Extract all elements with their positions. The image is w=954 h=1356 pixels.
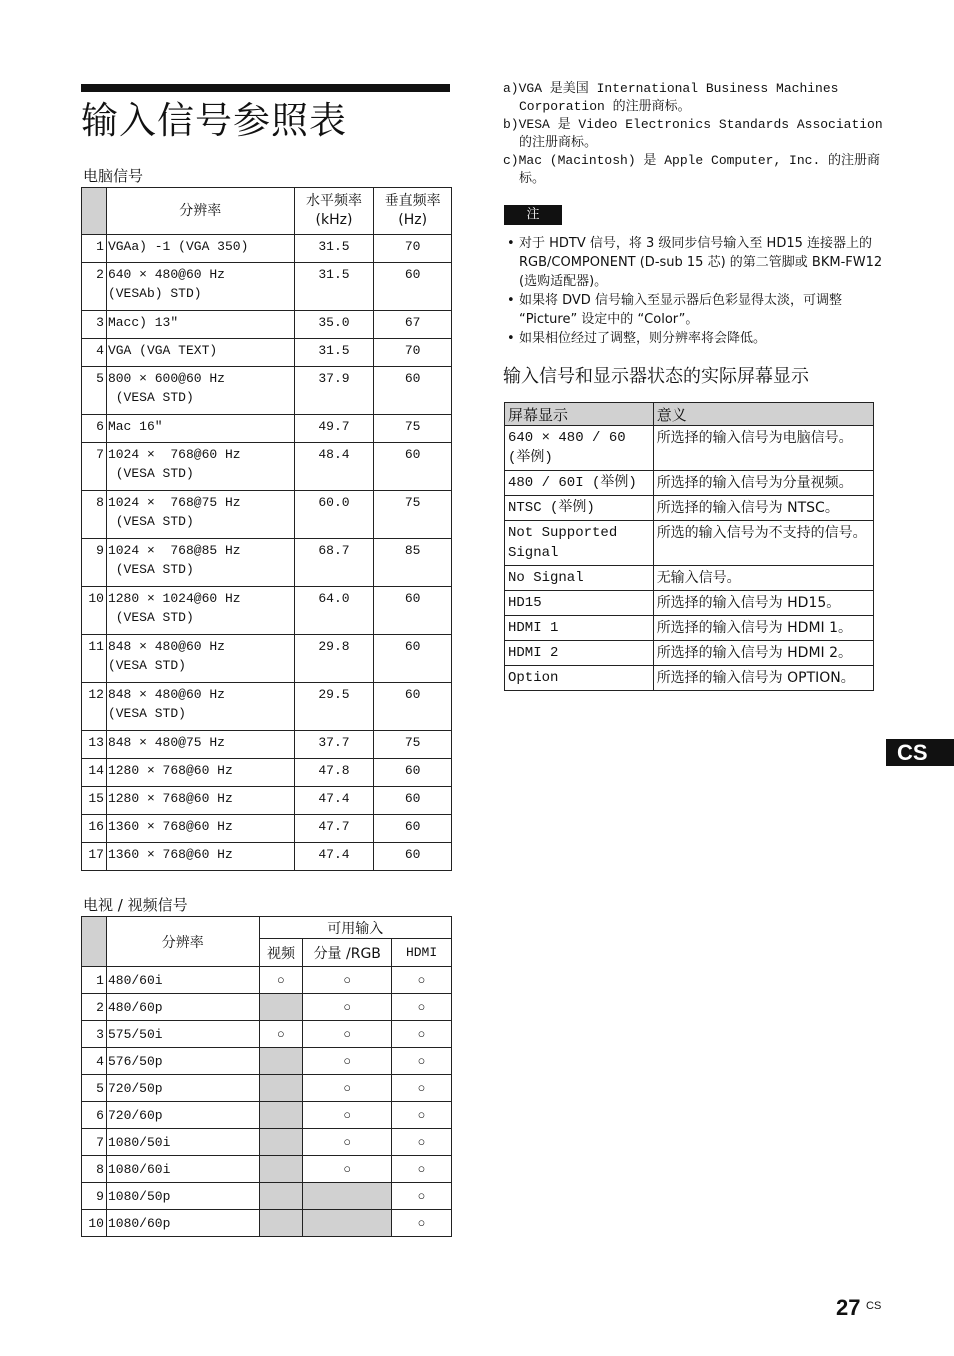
available-mark: ○ — [392, 967, 452, 994]
table-row — [82, 539, 452, 587]
language-tab: CS — [886, 739, 954, 766]
unavailable-cell — [259, 1129, 303, 1156]
column-header-meaning: 意义 — [653, 403, 873, 426]
resolution-line: (VESA STD) — [107, 610, 194, 625]
unavailable-cell — [303, 1210, 392, 1237]
meaning-cell: 所选择的输入信号为 HDMI 2。 — [653, 641, 873, 666]
display-cell: No Signal — [505, 566, 654, 591]
unavailable-cell — [259, 1075, 303, 1102]
meaning-cell: 所选择的输入信号为 NTSC。 — [653, 496, 873, 521]
table-row — [82, 815, 452, 843]
table-row — [82, 1129, 452, 1156]
column-header-resolution: 分辨率 — [106, 917, 259, 967]
v-freq-cell: 60 — [374, 815, 452, 843]
unavailable-cell — [259, 1048, 303, 1075]
unavailable-cell — [303, 1183, 392, 1210]
row-number: 1 — [82, 235, 107, 263]
row-number: 12 — [82, 683, 107, 731]
available-mark: ○ — [303, 1156, 392, 1183]
display-cell: Not Supported Signal — [505, 521, 654, 566]
resolution-cell — [106, 815, 294, 843]
column-header-hdmi: HDMI — [392, 939, 452, 967]
available-mark: ○ — [303, 994, 392, 1021]
table-row — [82, 367, 452, 415]
table-corner — [82, 188, 107, 235]
resolution-line: 1280 × 768@60 Hz — [107, 791, 233, 806]
row-number: 7 — [82, 443, 107, 491]
resolution-line: 848 × 480@60 Hz — [107, 639, 225, 654]
h-freq-cell: 37.7 — [294, 731, 374, 759]
table-row — [505, 616, 874, 641]
resolution-cell: 1080/50i — [106, 1129, 259, 1156]
h-freq-cell: 47.8 — [294, 759, 374, 787]
row-number: 7 — [82, 1129, 107, 1156]
h-freq-cell: 37.9 — [294, 367, 374, 415]
resolution-cell: 1080/50p — [106, 1183, 259, 1210]
table-row — [82, 587, 452, 635]
available-mark: ○ — [392, 1102, 452, 1129]
resolution-cell — [106, 443, 294, 491]
unavailable-cell — [259, 1183, 303, 1210]
v-freq-cell: 60 — [374, 443, 452, 491]
resolution-line: (VESA STD) — [107, 562, 194, 577]
row-number: 2 — [82, 263, 107, 311]
v-freq-cell: 70 — [374, 235, 452, 263]
resolution-line: 1280 × 1024@60 Hz — [107, 591, 241, 606]
h-freq-cell: 31.5 — [294, 263, 374, 311]
table-row — [505, 641, 874, 666]
resolution-line: 640 × 480@60 Hz — [107, 267, 225, 282]
row-number: 14 — [82, 759, 107, 787]
resolution-cell: 480/60p — [106, 994, 259, 1021]
meaning-cell: 所选择的输入信号为 HD15。 — [653, 591, 873, 616]
available-mark: ○ — [392, 994, 452, 1021]
row-number: 15 — [82, 787, 107, 815]
row-number: 1 — [82, 967, 107, 994]
table-row — [82, 1156, 452, 1183]
v-freq-cell: 75 — [374, 731, 452, 759]
table-row — [505, 591, 874, 616]
table-row — [82, 491, 452, 539]
page-number-suffix: CS — [866, 1300, 882, 1312]
v-freq-cell: 75 — [374, 491, 452, 539]
v-freq-cell: 75 — [374, 415, 452, 443]
available-mark: ○ — [259, 967, 303, 994]
table-row — [82, 235, 452, 263]
h-freq-cell: 49.7 — [294, 415, 374, 443]
h-freq-cell: 29.8 — [294, 635, 374, 683]
tv-signals-heading: 电视 / 视频信号 — [83, 896, 188, 914]
resolution-line: Macc) 13" — [107, 315, 179, 330]
list-item: • 对于 HDTV 信号，将 3 级同步信号输入至 HD15 连接器上的 RGB/COMPONENT (D-sub 15 芯) 的第二管脚或 BKM-FW12 (选购适配器)。 — [507, 236, 883, 289]
table-row — [82, 1075, 452, 1102]
row-number: 11 — [82, 635, 107, 683]
available-mark: ○ — [392, 1075, 452, 1102]
list-item: • 如果将 DVD 信号输入至显示器后色彩显得太淡，可调整 “Picture” 设定中的 “Color”。 — [507, 293, 842, 327]
h-freq-cell: 64.0 — [294, 587, 374, 635]
available-mark: ○ — [392, 1021, 452, 1048]
v-freq-cell: 85 — [374, 539, 452, 587]
resolution-line: Mac 16" — [107, 419, 163, 434]
resolution-cell — [106, 263, 294, 311]
meaning-cell: 所选择的输入信号为分量视频。 — [653, 471, 873, 496]
resolution-cell: 720/50p — [106, 1075, 259, 1102]
display-cell: HDMI 1 — [505, 616, 654, 641]
available-mark: ○ — [303, 1102, 392, 1129]
resolution-cell — [106, 235, 294, 263]
table-row — [82, 843, 452, 871]
row-number: 2 — [82, 994, 107, 1021]
resolution-cell: 480/60i — [106, 967, 259, 994]
note-list — [503, 234, 883, 348]
meaning-cell: 所选择的输入信号为 HDMI 1。 — [653, 616, 873, 641]
table-row — [505, 666, 874, 691]
meaning-cell: 所选择的输入信号为 OPTION。 — [653, 666, 873, 691]
h-freq-cell: 29.5 — [294, 683, 374, 731]
meaning-cell: 所选的输入信号为不支持的信号。 — [653, 521, 873, 566]
table-corner — [82, 917, 107, 967]
table-row — [82, 1183, 452, 1210]
table-row — [505, 521, 874, 566]
table-row — [82, 1021, 452, 1048]
resolution-line: 1360 × 768@60 Hz — [107, 847, 233, 862]
h-freq-cell: 60.0 — [294, 491, 374, 539]
resolution-cell: 575/50i — [106, 1021, 259, 1048]
v-freq-cell: 60 — [374, 587, 452, 635]
resolution-cell — [106, 491, 294, 539]
row-number: 9 — [82, 539, 107, 587]
resolution-line: (VESAb) STD) — [107, 286, 202, 301]
resolution-line: 1024 × 768@60 Hz — [107, 447, 241, 462]
h-freq-cell: 47.4 — [294, 787, 374, 815]
pc-signal-table — [81, 187, 452, 871]
v-freq-cell: 60 — [374, 367, 452, 415]
table-row — [82, 1048, 452, 1075]
resolution-line: VGAa) -1 (VGA 350) — [107, 239, 249, 254]
row-number: 13 — [82, 731, 107, 759]
resolution-line: (VESA STD) — [107, 466, 194, 481]
display-cell: HDMI 2 — [505, 641, 654, 666]
available-mark: ○ — [392, 1048, 452, 1075]
table-row — [82, 311, 452, 339]
resolution-cell: 1080/60p — [106, 1210, 259, 1237]
resolution-line: (VESA STD) — [107, 706, 186, 721]
h-freq-cell: 47.7 — [294, 815, 374, 843]
tv-signal-table — [81, 916, 452, 1237]
table-row — [82, 967, 452, 994]
v-freq-cell: 60 — [374, 263, 452, 311]
meaning-cell: 所选择的输入信号为电脑信号。 — [653, 426, 873, 471]
table-row — [82, 263, 452, 311]
resolution-line: 1024 × 768@75 Hz — [107, 495, 241, 510]
row-number: 6 — [82, 415, 107, 443]
column-header-display: 屏幕显示 — [505, 403, 654, 426]
v-freq-cell: 70 — [374, 339, 452, 367]
display-cell: NTSC (举例) — [505, 496, 654, 521]
meaning-cell: 无输入信号。 — [653, 566, 873, 591]
v-freq-cell: 60 — [374, 683, 452, 731]
v-freq-cell: 60 — [374, 759, 452, 787]
column-header-component: 分量 /RGB — [303, 939, 392, 967]
row-number: 8 — [82, 1156, 107, 1183]
resolution-line: 800 × 600@60 Hz — [107, 371, 225, 386]
table-row — [82, 683, 452, 731]
unavailable-cell — [259, 994, 303, 1021]
footnote: c)Mac (Macintosh) 是 Apple Computer, Inc. 的注册商标。 — [503, 153, 881, 186]
column-header-video: 视频 — [259, 939, 303, 967]
table-row — [505, 566, 874, 591]
resolution-cell — [106, 635, 294, 683]
v-freq-cell: 60 — [374, 787, 452, 815]
row-number: 10 — [82, 587, 107, 635]
resolution-cell: 576/50p — [106, 1048, 259, 1075]
resolution-cell — [106, 843, 294, 871]
resolution-cell — [106, 587, 294, 635]
resolution-cell — [106, 339, 294, 367]
resolution-cell: 720/60p — [106, 1102, 259, 1129]
available-mark: ○ — [392, 1210, 452, 1237]
h-freq-cell: 35.0 — [294, 311, 374, 339]
row-number: 4 — [82, 1048, 107, 1075]
column-header-available-inputs: 可用输入 — [259, 917, 451, 939]
h-freq-cell: 31.5 — [294, 339, 374, 367]
available-mark: ○ — [303, 1048, 392, 1075]
available-mark: ○ — [259, 1021, 303, 1048]
available-mark: ○ — [303, 967, 392, 994]
display-cell: HD15 — [505, 591, 654, 616]
resolution-line: 1024 × 768@85 Hz — [107, 543, 241, 558]
list-item: • 如果相位经过了调整，则分辨率将会降低。 — [507, 331, 767, 346]
available-mark: ○ — [303, 1075, 392, 1102]
row-number: 16 — [82, 815, 107, 843]
display-cell: 640 × 480 / 60 (举例) — [505, 426, 654, 471]
row-number: 5 — [82, 1075, 107, 1102]
row-number: 8 — [82, 491, 107, 539]
table-row — [82, 415, 452, 443]
h-freq-cell: 68.7 — [294, 539, 374, 587]
resolution-cell — [106, 415, 294, 443]
table-row — [82, 1102, 452, 1129]
v-freq-cell: 60 — [374, 635, 452, 683]
table-row — [82, 994, 452, 1021]
table-row — [82, 1210, 452, 1237]
title-rule — [81, 84, 450, 92]
available-mark: ○ — [392, 1129, 452, 1156]
table-row — [82, 339, 452, 367]
status-display-table — [504, 402, 874, 691]
available-mark: ○ — [392, 1183, 452, 1210]
resolution-line: (VESA STD) — [107, 390, 194, 405]
table-row — [82, 759, 452, 787]
row-number: 9 — [82, 1183, 107, 1210]
page-number: 27 — [836, 1295, 861, 1320]
resolution-cell — [106, 367, 294, 415]
row-number: 17 — [82, 843, 107, 871]
table-row — [82, 731, 452, 759]
resolution-cell — [106, 759, 294, 787]
column-header-v-freq: 垂直频率 (Hz) — [374, 188, 452, 235]
available-mark: ○ — [392, 1156, 452, 1183]
resolution-cell — [106, 311, 294, 339]
row-number: 5 — [82, 367, 107, 415]
table-row — [505, 471, 874, 496]
table-row — [505, 426, 874, 471]
v-freq-cell: 67 — [374, 311, 452, 339]
h-freq-cell: 47.4 — [294, 843, 374, 871]
unavailable-cell — [259, 1210, 303, 1237]
table-row — [82, 443, 452, 491]
status-display-heading: 输入信号和显示器状态的实际屏幕显示 — [503, 366, 809, 387]
pc-signals-heading: 电脑信号 — [83, 167, 144, 185]
footnote: b)VESA 是 Video Electronics Standards Association 的注册商标。 — [503, 117, 883, 150]
footnote: a)VGA 是美国 International Business Machines Corporation 的注册商标。 — [503, 81, 839, 114]
unavailable-cell — [259, 1156, 303, 1183]
table-row — [82, 787, 452, 815]
row-number: 6 — [82, 1102, 107, 1129]
available-mark: ○ — [303, 1021, 392, 1048]
resolution-cell — [106, 731, 294, 759]
v-freq-cell: 60 — [374, 843, 452, 871]
resolution-line: 848 × 480@60 Hz — [107, 687, 225, 702]
resolution-cell: 1080/60i — [106, 1156, 259, 1183]
footnotes — [503, 80, 883, 188]
row-number: 4 — [82, 339, 107, 367]
resolution-cell — [106, 787, 294, 815]
resolution-line: 1360 × 768@60 Hz — [107, 819, 233, 834]
table-row — [505, 496, 874, 521]
page-title: 输入信号参照表 — [81, 99, 347, 142]
resolution-cell — [106, 539, 294, 587]
resolution-line: (VESA STD) — [107, 514, 194, 529]
h-freq-cell: 48.4 — [294, 443, 374, 491]
display-cell: Option — [505, 666, 654, 691]
h-freq-cell: 31.5 — [294, 235, 374, 263]
note-badge: 注 — [504, 205, 562, 225]
resolution-cell — [106, 683, 294, 731]
display-cell: 480 / 60I (举例) — [505, 471, 654, 496]
row-number: 3 — [82, 1021, 107, 1048]
table-row — [82, 635, 452, 683]
row-number: 10 — [82, 1210, 107, 1237]
resolution-line: VGA (VGA TEXT) — [107, 343, 218, 358]
available-mark: ○ — [303, 1129, 392, 1156]
resolution-line: 848 × 480@75 Hz — [107, 735, 225, 750]
resolution-line: 1280 × 768@60 Hz — [107, 763, 233, 778]
resolution-line: (VESA STD) — [107, 658, 186, 673]
row-number: 3 — [82, 311, 107, 339]
unavailable-cell — [259, 1102, 303, 1129]
column-header-resolution: 分辨率 — [106, 188, 294, 235]
column-header-h-freq: 水平频率 (kHz) — [294, 188, 374, 235]
